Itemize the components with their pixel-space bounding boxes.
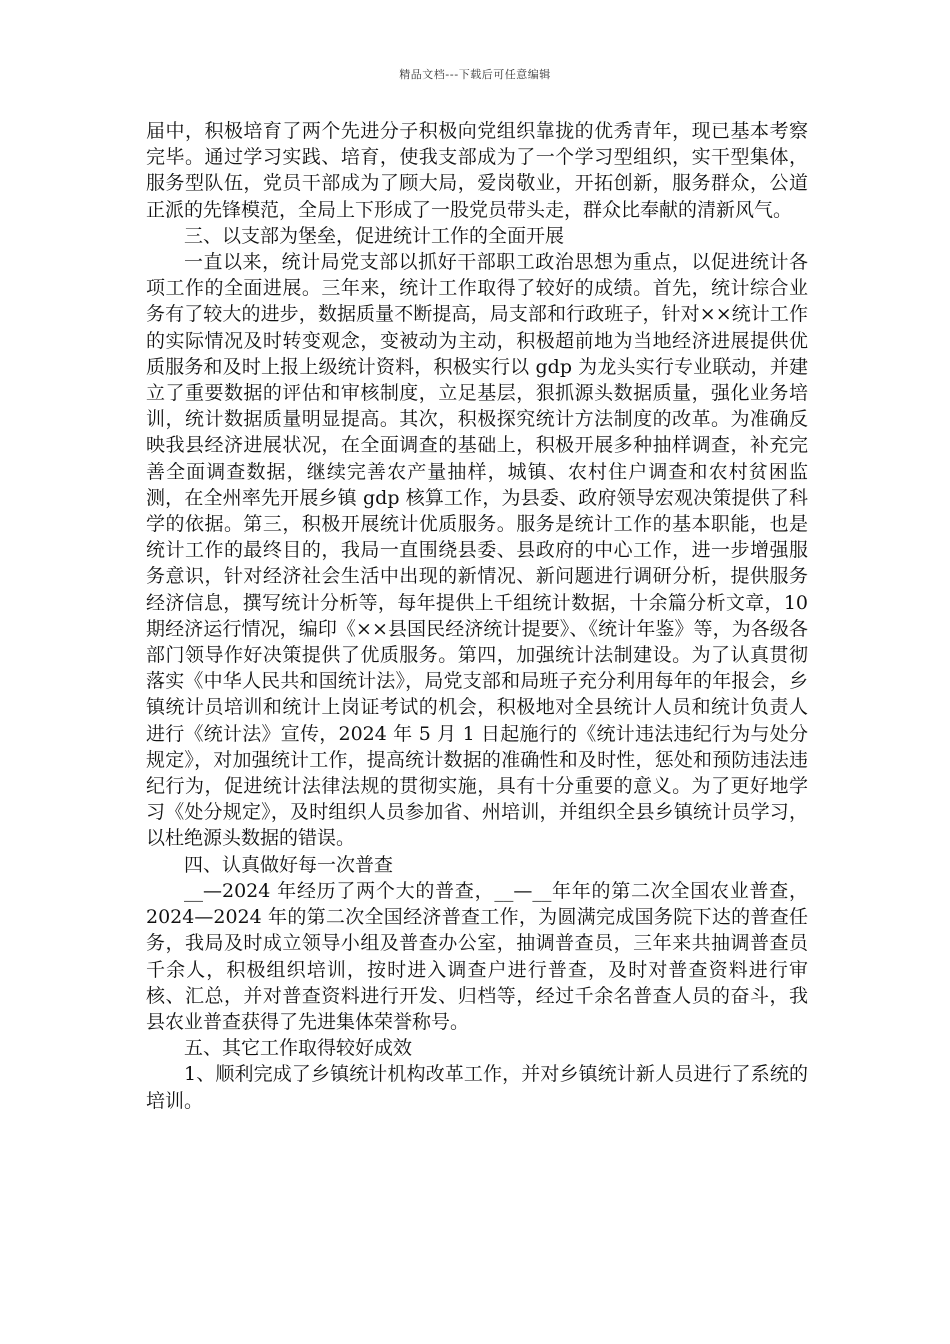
section-heading-5: 五、其它工作取得较好成效 xyxy=(184,1037,413,1060)
document-body xyxy=(146,118,808,1114)
paragraph-statistics-work: 一直以来，统计局党支部以抓好干部职工政治思想为重点，以促进统计各项工作的全面进展。三年来，统计工作取得了较好的成绩。首先，统计综合业务有了较大的进步，数据质量不断提高，局支部和行政班子，针对××统计工作的实际情况及时转变观念，变被动为主动，积极超前地为当地经济进展提供优质服务和及时上报上级统计资料，积极实行以 gdp 为龙头实行专业联动，并建立了重要数据的评估和审核制度，立足基层，狠抓源头数据质量，强化业务培训，统计数据质量明显提高。其次，积极探究统计方法制度的改革。为准确反映我县经济进展状况，在全面调查的基础上，积极开展多种抽样调查，补充完善全面调查数据，继续完善农产量抽样，城镇、农村住户调查和农村贫困监测，在全州率先开展乡镇 gdp 核算工作，为县委、政府领导宏观决策提供了科学的依据。第三，积极开展统计优质服务。服务是统计工作的基本职能，也是统计工作的最终目的，我局一直围绕县委、县政府的中心工作，进一步增强服务意识，针对经济社会生活中出现的新情况、新问题进行调研分析，提供服务经济信息，撰写统计分析等，每年提供上千组统计数据，十余篇分析文章，10 期经济运行情况，编印《××县国民经济统计提要》、《统计年鉴》等，为各级各部门领导作好决策提供了优质服务。第四，加强统计法制建设。为了认真贯彻落实《中华人民共和国统计法》，局党支部和局班子充分利用每年的年报会，乡镇统计员培训和统计上岗证考试的机会，积极地对全县统计人员和统计负责人进行《统计法》宣传，2024 年 5 月 1 日起施行的《统计违法违纪行为与处分规定》，对加强统计工作，提高统计数据的准确性和及时性，惩处和预防违法违纪行为，促进统计法律法规的贯彻实施，具有十分重要的意义。为了更好地学习《处分规定》，及时组织人员参加省、州培训，并组织全县乡镇统计员学习，以杜绝源头数据的错误。 xyxy=(146,251,808,850)
section-heading-3: 三、以支部为堡垒，促进统计工作的全面开展 xyxy=(184,224,565,247)
paragraph-other-work: 1、顺利完成了乡镇统计机构改革工作，并对乡镇统计新人员进行了系统的培训。 xyxy=(146,1063,808,1112)
page-header: 精品文档---下载后可任意编辑 xyxy=(399,68,551,81)
section-heading-4: 四、认真做好每一次普查 xyxy=(184,853,394,876)
paragraph-continuation: 届中，积极培育了两个先进分子积极向党组织靠拢的优秀青年，现已基本考察完毕。通过学习实践、培育，使我支部成为了一个学习型组织，实干型集体，服务型队伍，党员干部成为了顾大局，爱岗敬业，开拓创新，服务群众，公道正派的先锋模范，全局上下形成了一股党员带头走，群众比奉献的清新风气。 xyxy=(146,120,808,221)
paragraph-census: __—2024 年经历了两个大的普查，__—__年年的第二次全国农业普查，2024—2024 年的第二次全国经济普查工作，为圆满完成国务院下达的普查任务，我局及时成立领导小组及普查办公室，抽调普查员，三年来共抽调普查员千余人，积极组织培训，按时进入调查户进行普查，及时对普查资料进行审核、汇总，并对普查资料进行开发、归档等，经过千余名普查人员的奋斗，我县农业普查获得了先进集体荣誉称号。 xyxy=(146,879,808,1033)
